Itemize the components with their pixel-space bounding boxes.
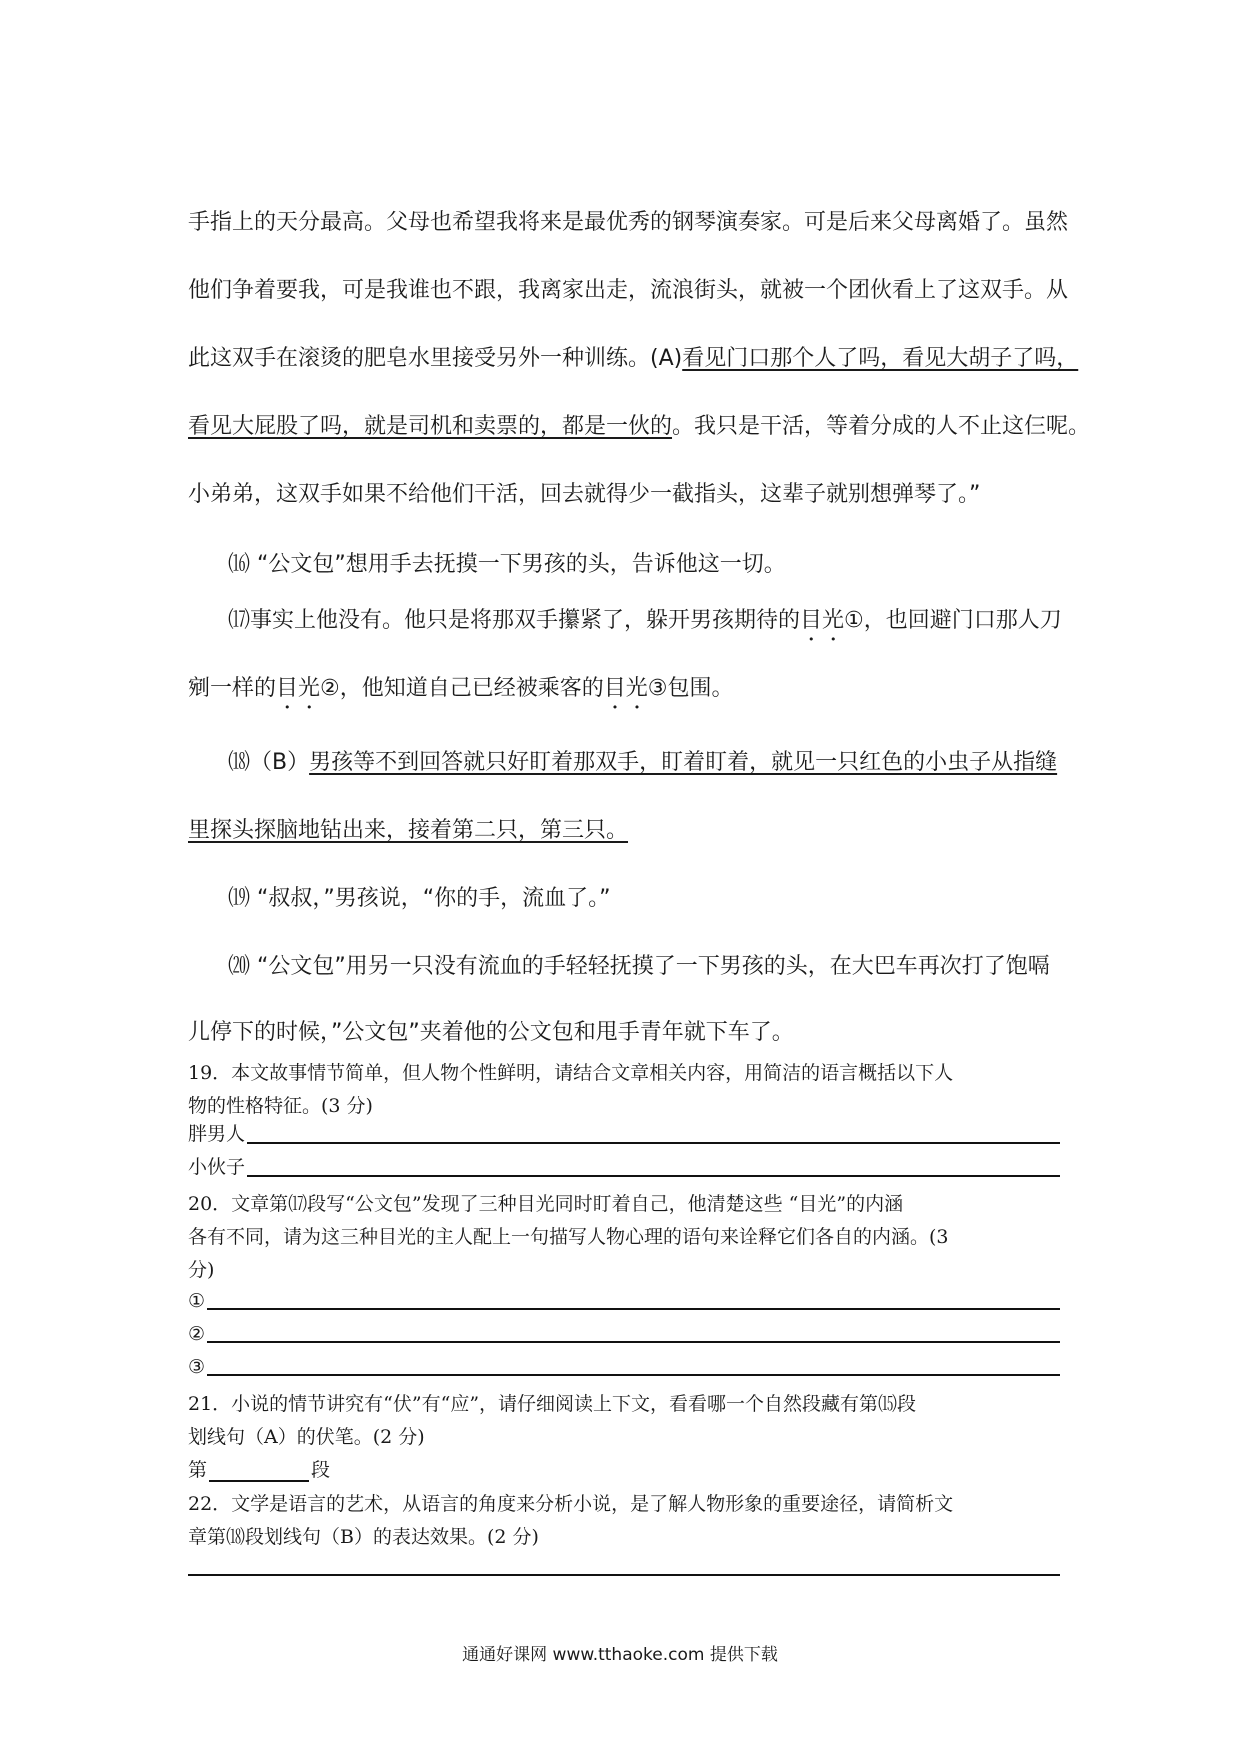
paragraph-18-line-2 [188, 813, 628, 844]
paragraph-17-line-1 [228, 603, 1062, 646]
question-19-line-1: 19．本文故事情节简单，但人物个性鲜明，请结合文章相关内容，用简洁的语言概括以下人 [188, 1062, 954, 1084]
underlined-sentence-b-end: 里探头探脑地钻出来，接着第二只，第三只。 [188, 818, 629, 843]
paragraph-17-text: ⒄事实上他没有。他只是将那双手攥紧了，躲开男孩期待的 [228, 608, 801, 633]
paragraph-17-text: ②，他知道自己已经被乘客的 [320, 676, 604, 701]
question-20-line-3: 分) [188, 1259, 215, 1281]
question-21-prefix: 第 [188, 1459, 208, 1481]
gaze-word-1: 目光 [800, 608, 845, 633]
young-man-answer-line[interactable] [247, 1174, 1060, 1177]
paragraph-17-text: ③包围。 [647, 676, 734, 701]
gaze-1-label: ① [188, 1290, 206, 1312]
paragraph-15-line-1: 手指上的天分最高。父母也希望我将来是最优秀的钢琴演奏家。可是后来父母离婚了。虽然 [188, 210, 1069, 235]
gaze-2-label: ② [188, 1323, 206, 1345]
paragraph-19: ⒆ “叔叔，”男孩说，“你的手，流血了。” [228, 886, 611, 911]
footer-watermark: 通通好课网 www.tthaoke.com 提供下载 [462, 1645, 778, 1665]
gaze-word-2: 目光 [276, 676, 321, 701]
gaze-3-answer-line[interactable] [207, 1373, 1060, 1376]
gaze-2-answer-line[interactable] [207, 1340, 1060, 1343]
paragraph-16: ⒃ “公文包”想用手去抚摸一下男孩的头，告诉他这一切。 [228, 552, 786, 577]
fat-man-answer-line[interactable] [247, 1141, 1060, 1144]
paragraph-18-label: ⒅（B） [228, 750, 310, 775]
underlined-sentence-b: 男孩等不到回答就只好盯着那双手，盯着盯着，就见一只红色的小虫子从指缝 [309, 750, 1058, 775]
paragraph-17-text: ①，也回避门口那人刀 [844, 608, 1062, 633]
paragraph-18-line-1 [228, 745, 1057, 776]
gaze-1-answer-row [188, 1288, 1060, 1312]
underlined-sentence-a-end: 看见大屁股了吗，就是司机和卖票的，都是一伙的 [188, 414, 673, 439]
paragraph-20-line-2: 儿停下的时候，”公文包”夹着他的公文包和甩手青年就下车了。 [188, 1020, 794, 1045]
gaze-2-answer-row [188, 1321, 1060, 1345]
question-22-line-2: 章第⒅段划线句（B）的表达效果。(2 分) [188, 1526, 539, 1548]
paragraph-15-line-2: 他们争着要我，可是我谁也不跟，我离家出走，流浪街头，就被一个团伙看上了这双手。从 [188, 278, 1069, 303]
question-22-answer-line[interactable] [188, 1574, 1060, 1576]
gaze-3-label: ③ [188, 1356, 206, 1378]
question-21-line-2: 划线句（A）的伏笔。(2 分) [188, 1426, 425, 1448]
question-21-suffix: 段 [311, 1459, 331, 1481]
question-22-line-1: 22．文学是语言的艺术，从语言的角度来分析小说，是了解人物形象的重要途径，请简析文 [188, 1493, 954, 1515]
underlined-sentence-a: 看见门口那个人了吗，看见大胡子了吗， [682, 346, 1079, 371]
young-man-label: 小伙子 [188, 1156, 246, 1178]
young-man-answer-row [188, 1155, 1060, 1179]
question-21-line-1: 21．小说的情节讲究有“伏”有“应”，请仔细阅读上下文，看看哪一个自然段藏有第⒂段 [188, 1393, 917, 1415]
paragraph-15-text: 此这双手在滚烫的肥皂水里接受另外一种训练。(A) [188, 346, 683, 371]
paragraph-15-line-5: 小弟弟，这双手如果不给他们干活，回去就得少一截指头，这辈子就别想弹琴了。” [188, 482, 981, 507]
paragraph-15-line-3 [188, 341, 1078, 372]
question-20-line-2: 各有不同，请为这三种目光的主人配上一句描写人物心理的语句来诠释它们各自的内涵。(3 [188, 1226, 949, 1248]
paragraph-15-text: 。我只是干活，等着分成的人不止这仨呢。 [672, 414, 1091, 439]
paragraph-number-blank[interactable] [209, 1460, 309, 1482]
question-19-line-2: 物的性格特征。(3 分) [188, 1095, 373, 1117]
question-20-line-1: 20．文章第⒄段写“公文包”发现了三种目光同时盯着自己，他清楚这些 “目光”的内涵 [188, 1193, 904, 1215]
fat-man-answer-row [188, 1122, 1060, 1146]
paragraph-17-line-2 [188, 671, 734, 714]
gaze-1-answer-line[interactable] [207, 1307, 1060, 1310]
paragraph-15-line-4 [188, 409, 1090, 440]
fat-man-label: 胖男人 [188, 1123, 246, 1145]
gaze-word-3: 目光 [603, 676, 648, 701]
gaze-3-answer-row [188, 1354, 1060, 1378]
paragraph-20-line-1: ⒇ “公文包”用另一只没有流血的手轻轻抚摸了一下男孩的头，在大巴车再次打了饱嗝 [228, 954, 1050, 979]
paragraph-17-text: 剜一样的 [188, 676, 277, 701]
question-21-answer-row [188, 1455, 330, 1482]
